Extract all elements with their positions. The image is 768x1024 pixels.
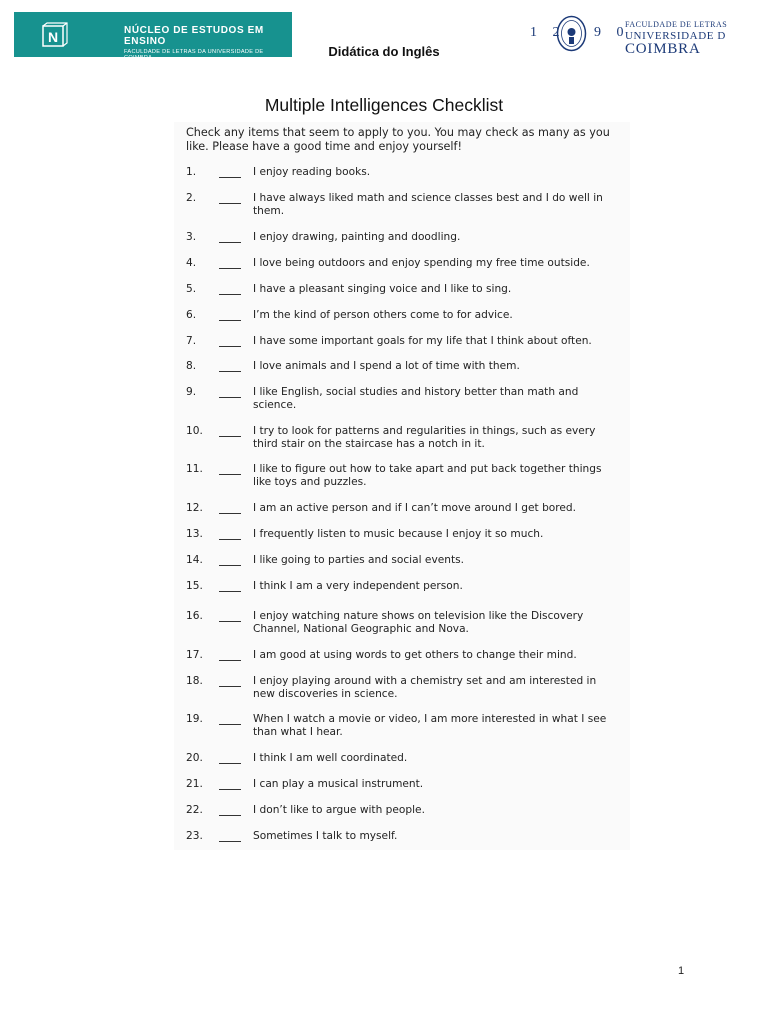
item-number: 18. [186,675,203,687]
item-number: 12. [186,502,203,514]
nucleo-name: NÚCLEO DE ESTUDOS EM ENSINO [124,25,264,47]
item-number: 17. [186,649,203,661]
checkbox-blank[interactable] [219,336,241,347]
item-number: 5. [186,283,197,295]
item-number: 15. [186,580,203,592]
item-text: I think I am well coordinated. [253,752,408,764]
item-text: I enjoy reading books. [253,166,371,178]
uc-university: UNIVERSIDADE D [625,30,726,42]
item-text: I have a pleasant singing voice and I like to sing. [253,283,512,295]
item-number: 10. [186,425,203,437]
checkbox-blank[interactable] [219,779,241,790]
item-text: When I watch a movie or video, I am more interested in what I see than what I hear. [253,713,607,738]
checkbox-blank[interactable] [219,387,241,398]
course-title: Didática do Inglês [328,44,440,59]
item-number: 6. [186,309,197,321]
uc-city: COIMBRA [625,41,701,57]
item-text: I don’t like to argue with people. [253,804,425,816]
item-text: I enjoy playing around with a chemistry set and am interested in new discoveries in science. [253,675,597,700]
checkbox-blank[interactable] [219,258,241,269]
item-number: 4. [186,257,197,269]
item-text: I love animals and I spend a lot of time with them. [253,360,520,372]
checkbox-blank[interactable] [219,167,241,178]
item-text: I love being outdoors and enjoy spending my free time outside. [253,257,590,269]
checkbox-blank[interactable] [219,805,241,816]
document-title: Multiple Intelligences Checklist [264,95,504,115]
item-text: I enjoy watching nature shows on television like the Discovery Channel, National Geographic and Nova. [253,610,584,635]
instructions: Check any items that seem to apply to you. You may check as many as you like. Please have a good time and enjoy yourself! [186,126,610,153]
nucleo-subtitle: FACULDADE DE LETRAS DA UNIVERSIDADE DE COIMBRA [124,49,264,61]
item-text: I’m the kind of person others come to for advice. [253,309,513,321]
item-text: I like going to parties and social events. [253,554,464,566]
checkbox-blank[interactable] [219,676,241,687]
checkbox-blank[interactable] [219,714,241,725]
item-number: 9. [186,386,197,398]
checkbox-blank[interactable] [219,831,241,842]
uc-year-left: 1 2 [530,25,566,40]
item-text: I think I am a very independent person. [253,580,463,592]
checkbox-blank[interactable] [219,361,241,372]
item-number: 13. [186,528,203,540]
item-number: 21. [186,778,203,790]
item-text: I like English, social studies and history better than math and science. [253,386,579,411]
checkbox-blank[interactable] [219,581,241,592]
item-number: 14. [186,554,203,566]
item-number: 22. [186,804,203,816]
item-number: 19. [186,713,203,725]
checkbox-blank[interactable] [219,232,241,243]
item-text: I frequently listen to music because I enjoy it so much. [253,528,544,540]
uc-year-right: 9 0 [594,25,630,40]
item-number: 20. [186,752,203,764]
item-number: 1. [186,166,197,178]
logo-letter: N [48,29,59,45]
checkbox-blank[interactable] [219,753,241,764]
item-text: I have some important goals for my life that I think about often. [253,335,592,347]
item-number: 3. [186,231,197,243]
page-number: 1 [678,965,685,977]
item-number: 23. [186,830,203,842]
item-number: 7. [186,335,197,347]
checkbox-blank[interactable] [219,555,241,566]
item-text: I am an active person and if I can’t move around I get bored. [253,502,577,514]
item-text: I try to look for patterns and regularities in things, such as every third stair on the staircase has a notch in it. [253,425,596,450]
checkbox-blank[interactable] [219,426,241,437]
item-text: I have always liked math and science classes best and I do well in them. [253,192,603,217]
item-number: 16. [186,610,203,622]
checkbox-blank[interactable] [219,529,241,540]
uc-faculty: FACULDADE DE LETRAS [625,20,728,29]
item-number: 2. [186,192,197,204]
checkbox-blank[interactable] [219,650,241,661]
item-text: I enjoy drawing, painting and doodling. [253,231,461,243]
item-number: 8. [186,360,197,372]
checkbox-blank[interactable] [219,611,241,622]
item-number: 11. [186,463,203,475]
item-text: I am good at using words to get others to change their mind. [253,649,577,661]
checkbox-blank[interactable] [219,310,241,321]
item-text: I can play a musical instrument. [253,778,424,790]
checkbox-blank[interactable] [219,193,241,204]
item-text: Sometimes I talk to myself. [253,830,398,842]
checkbox-blank[interactable] [219,464,241,475]
checkbox-blank[interactable] [219,503,241,514]
checkbox-blank[interactable] [219,284,241,295]
item-text: I like to figure out how to take apart and put back together things like toys and puzzles. [253,463,602,488]
